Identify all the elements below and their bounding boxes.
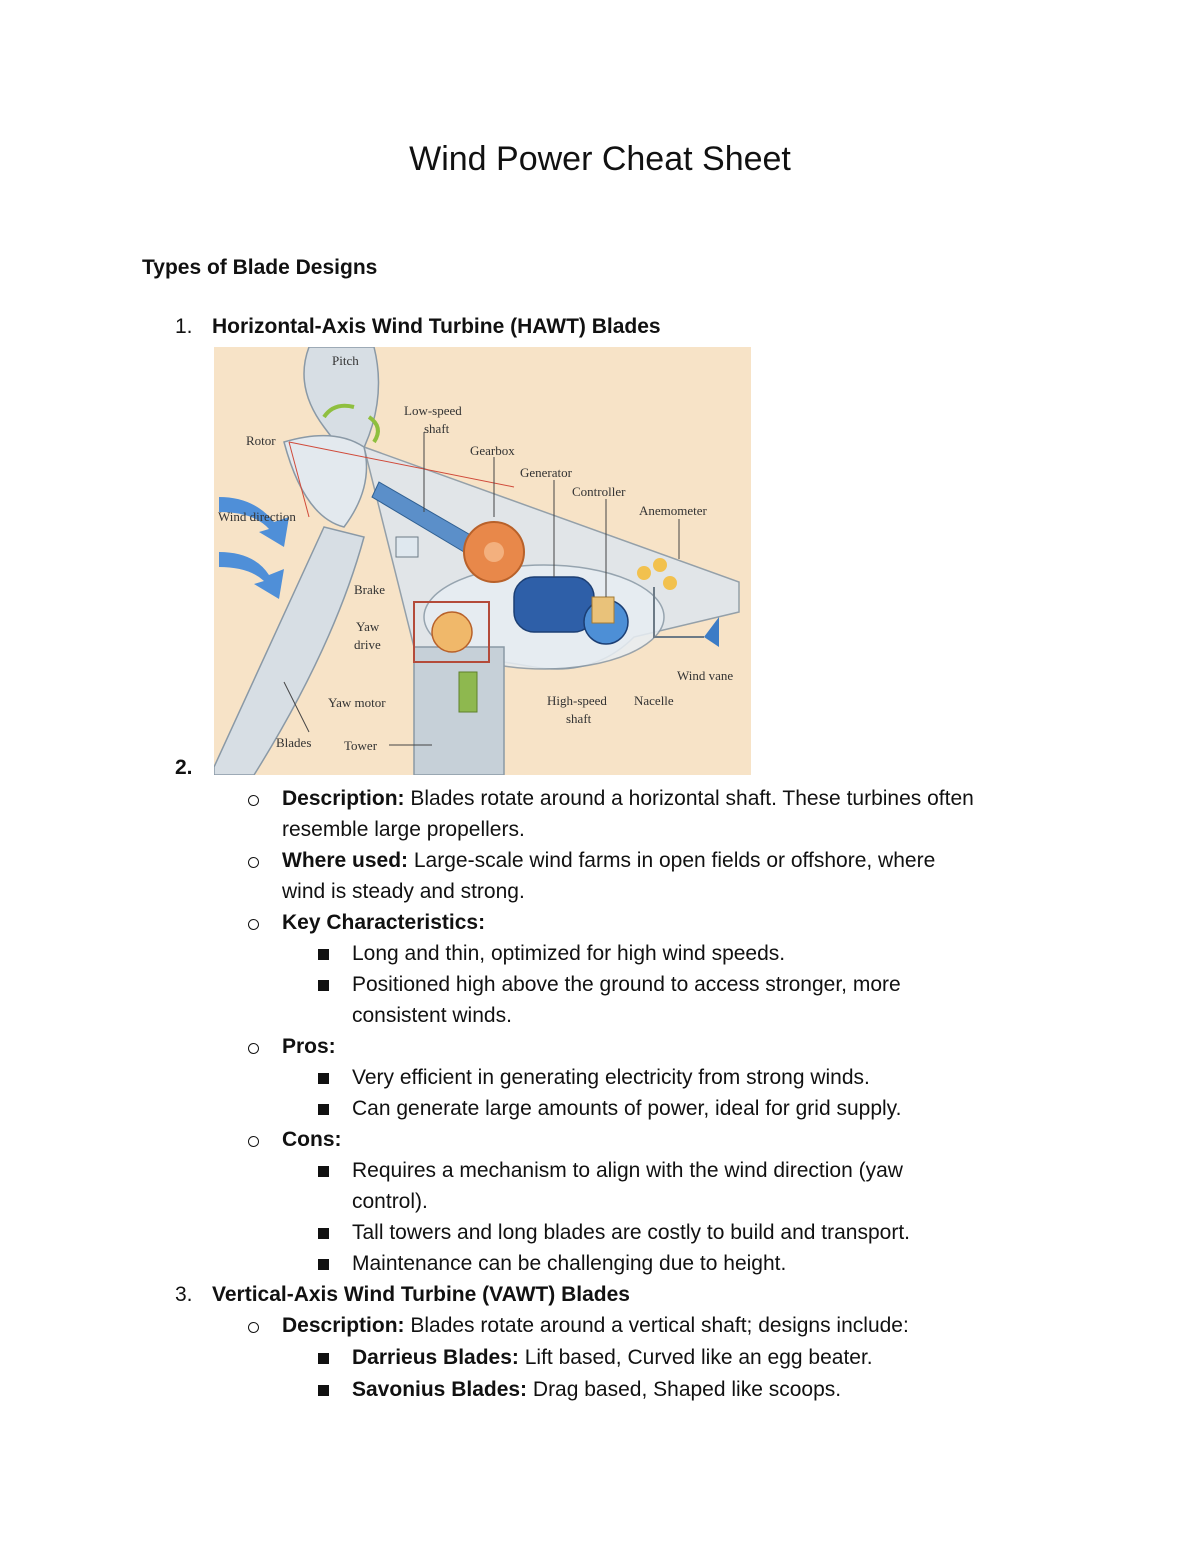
bullet-square — [318, 1228, 329, 1239]
darrieus-label: Darrieus Blades: — [352, 1346, 519, 1369]
label-anemometer: Anemometer — [639, 503, 707, 518]
hawt-diagram-svg — [214, 347, 751, 775]
hawt-where-text: Large-scale wind farms in open fields or offshore, where — [408, 849, 936, 872]
hawt-where-line-1 — [282, 845, 935, 876]
yaw-drive-gear — [432, 612, 472, 652]
label-gearbox: Gearbox — [470, 443, 515, 458]
bullet-square — [318, 1166, 329, 1177]
gearbox-center — [484, 542, 504, 562]
brake-shape — [396, 537, 418, 557]
hawt-description-line-2: resemble large propellers. — [282, 818, 525, 841]
label-yaw-motor: Yaw motor — [328, 695, 386, 710]
bullet-circle — [248, 1043, 259, 1054]
bullet-circle — [248, 857, 259, 868]
controller-box — [592, 597, 614, 623]
hawt-con-1-line-1: Requires a mechanism to align with the wind direction (yaw — [352, 1159, 903, 1182]
hawt-description-text: Blades rotate around a horizontal shaft. These turbines often — [404, 787, 974, 810]
label-pitch: Pitch — [332, 353, 359, 368]
label-wind-direction: Wind direction — [218, 509, 296, 524]
bullet-circle — [248, 1136, 259, 1147]
hawt-con-1-line-2: control). — [352, 1190, 428, 1213]
label-tower: Tower — [344, 738, 378, 753]
bullet-square — [318, 1259, 329, 1270]
label-controller: Controller — [572, 484, 626, 499]
bullet-circle — [248, 919, 259, 930]
vawt-heading: Vertical-Axis Wind Turbine (VAWT) Blades — [212, 1283, 630, 1306]
anemometer-cup-1 — [637, 566, 651, 580]
label-nacelle: Nacelle — [634, 693, 674, 708]
hawt-where-line-2: wind is steady and strong. — [282, 880, 525, 903]
label-rotor: Rotor — [246, 433, 276, 448]
hawt-description-label: Description: — [282, 787, 405, 810]
hawt-pros-label: Pros: — [282, 1035, 336, 1058]
anemometer-cup-2 — [653, 558, 667, 572]
list-number-1: 1. — [175, 315, 193, 338]
hawt-diagram — [214, 347, 751, 775]
section-heading: Types of Blade Designs — [142, 256, 378, 279]
label-low-speed-1: Low-speed — [404, 403, 462, 418]
hawt-key-label: Key Characteristics: — [282, 911, 486, 934]
bullet-circle — [248, 1322, 259, 1333]
hawt-key-1: Long and thin, optimized for high wind speeds. — [352, 942, 786, 965]
label-generator: Generator — [520, 465, 572, 480]
bullet-square — [318, 1104, 329, 1115]
hawt-key-2-line-2: consistent winds. — [352, 1004, 512, 1027]
label-high-speed-1: High-speed — [547, 693, 607, 708]
vawt-description — [282, 1310, 909, 1341]
savonius-label: Savonius Blades: — [352, 1378, 528, 1401]
darrieus-text: Lift based, Curved like an egg beater. — [518, 1346, 873, 1369]
hawt-con-2: Tall towers and long blades are costly to build and transport. — [352, 1221, 910, 1244]
bullet-square — [318, 1353, 329, 1364]
document-title: Wind Power Cheat Sheet — [409, 140, 791, 178]
hawt-key-2-line-1: Positioned high above the ground to access stronger, more — [352, 973, 901, 996]
label-blades: Blades — [276, 735, 312, 750]
bullet-square — [318, 1385, 329, 1396]
list-number-2: 2. — [175, 756, 193, 779]
hawt-con-3: Maintenance can be challenging due to height. — [352, 1252, 787, 1275]
hawt-description-line-1 — [282, 783, 974, 814]
hawt-pro-2: Can generate large amounts of power, ideal for grid supply. — [352, 1097, 902, 1120]
yaw-motor-shape — [459, 672, 477, 712]
bullet-square — [318, 980, 329, 991]
bullet-circle — [248, 795, 259, 806]
label-high-speed-2: shaft — [566, 711, 592, 726]
label-yaw-drive-1: Yaw — [356, 619, 380, 634]
list-number-3: 3. — [175, 1283, 193, 1306]
label-low-speed-2: shaft — [424, 421, 450, 436]
bullet-square — [318, 1073, 329, 1084]
hawt-pro-1: Very efficient in generating electricity from strong winds. — [352, 1066, 870, 1089]
savonius-text: Drag based, Shaped like scoops. — [527, 1378, 842, 1401]
hawt-heading: Horizontal-Axis Wind Turbine (HAWT) Blades — [212, 315, 661, 338]
label-yaw-drive-2: drive — [354, 637, 381, 652]
vawt-darrieus — [352, 1342, 873, 1373]
anemometer-cup-3 — [663, 576, 677, 590]
bullet-square — [318, 949, 329, 960]
vawt-savonius — [352, 1374, 841, 1405]
label-brake: Brake — [354, 582, 386, 597]
generator-shape — [514, 577, 594, 632]
label-wind-vane: Wind vane — [677, 668, 734, 683]
hawt-cons-label: Cons: — [282, 1128, 342, 1151]
vawt-description-text: Blades rotate around a vertical shaft; designs include: — [404, 1314, 909, 1337]
hawt-where-label: Where used: — [282, 849, 409, 872]
vawt-description-label: Description: — [282, 1314, 405, 1337]
